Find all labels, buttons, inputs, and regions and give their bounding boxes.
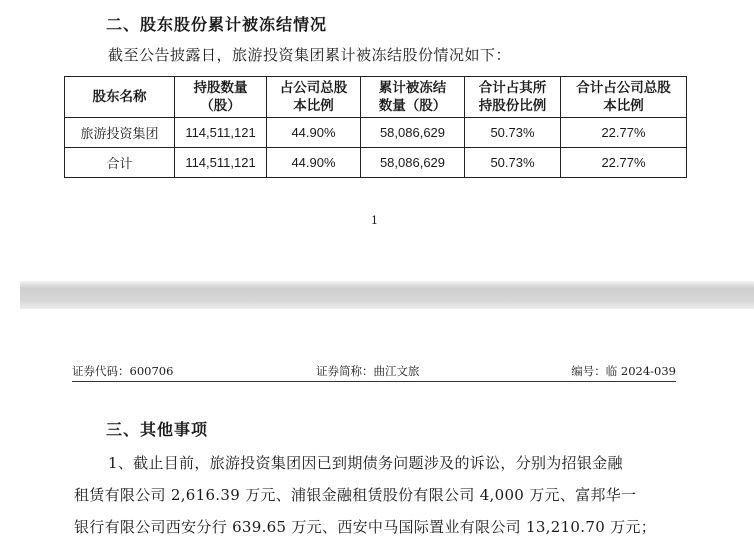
table-cell: 114,511,121	[175, 118, 267, 148]
paragraph-line: 1、截止目前，旅游投资集团因已到期债务问题涉及的诉讼，分别为招银金融	[108, 454, 623, 472]
table-cell: 22.77%	[561, 148, 687, 178]
col-header-holdings: 持股数量 （股）	[175, 77, 267, 118]
table-cell: 44.90%	[267, 118, 361, 148]
section-3-title: 三、其他事项	[106, 420, 209, 439]
table-cell: 58,086,629	[361, 118, 465, 148]
table-cell: 旅游投资集团	[65, 118, 175, 148]
col-header-shareholder: 股东名称	[65, 77, 175, 118]
section-2-intro: 截至公告披露日，旅游投资集团累计被冻结股份情况如下：	[108, 46, 512, 64]
security-short-name: 证券简称：曲江文旅	[316, 364, 420, 378]
col-header-company-ratio: 合计占公司总股 本比例	[561, 77, 687, 118]
table-cell: 114,511,121	[175, 148, 267, 178]
security-code: 证券代码：600706	[72, 364, 174, 378]
document-header	[72, 363, 676, 382]
paragraph-line: 银行有限公司西安分行 639.65 万元、西安中马国际置业有限公司 13,210.70 万元；	[74, 518, 657, 536]
table-cell: 50.73%	[465, 118, 561, 148]
col-header-frozen-qty: 累计被冻结 数量（股）	[361, 77, 465, 118]
table-cell: 58,086,629	[361, 148, 465, 178]
page-number: 1	[371, 214, 378, 227]
table-row	[65, 148, 687, 178]
frozen-shares-table	[64, 76, 687, 178]
table-cell: 50.73%	[465, 148, 561, 178]
table-row	[65, 118, 687, 148]
table-header-row	[65, 77, 687, 118]
col-header-held-ratio: 合计占其所 持股份比例	[465, 77, 561, 118]
col-header-total-ratio: 占公司总股 本比例	[267, 77, 361, 118]
page-break-divider	[20, 281, 754, 309]
section-2-title: 二、股东股份累计被冻结情况	[106, 15, 328, 34]
table-cell: 44.90%	[267, 148, 361, 178]
table-cell: 合计	[65, 148, 175, 178]
paragraph-line: 租赁有限公司 2,616.39 万元、浦银金融租赁股份有限公司 4,000 万元、富邦华一	[74, 486, 637, 504]
announcement-number: 编号：临 2024-039	[571, 364, 676, 378]
table-cell: 22.77%	[561, 118, 687, 148]
